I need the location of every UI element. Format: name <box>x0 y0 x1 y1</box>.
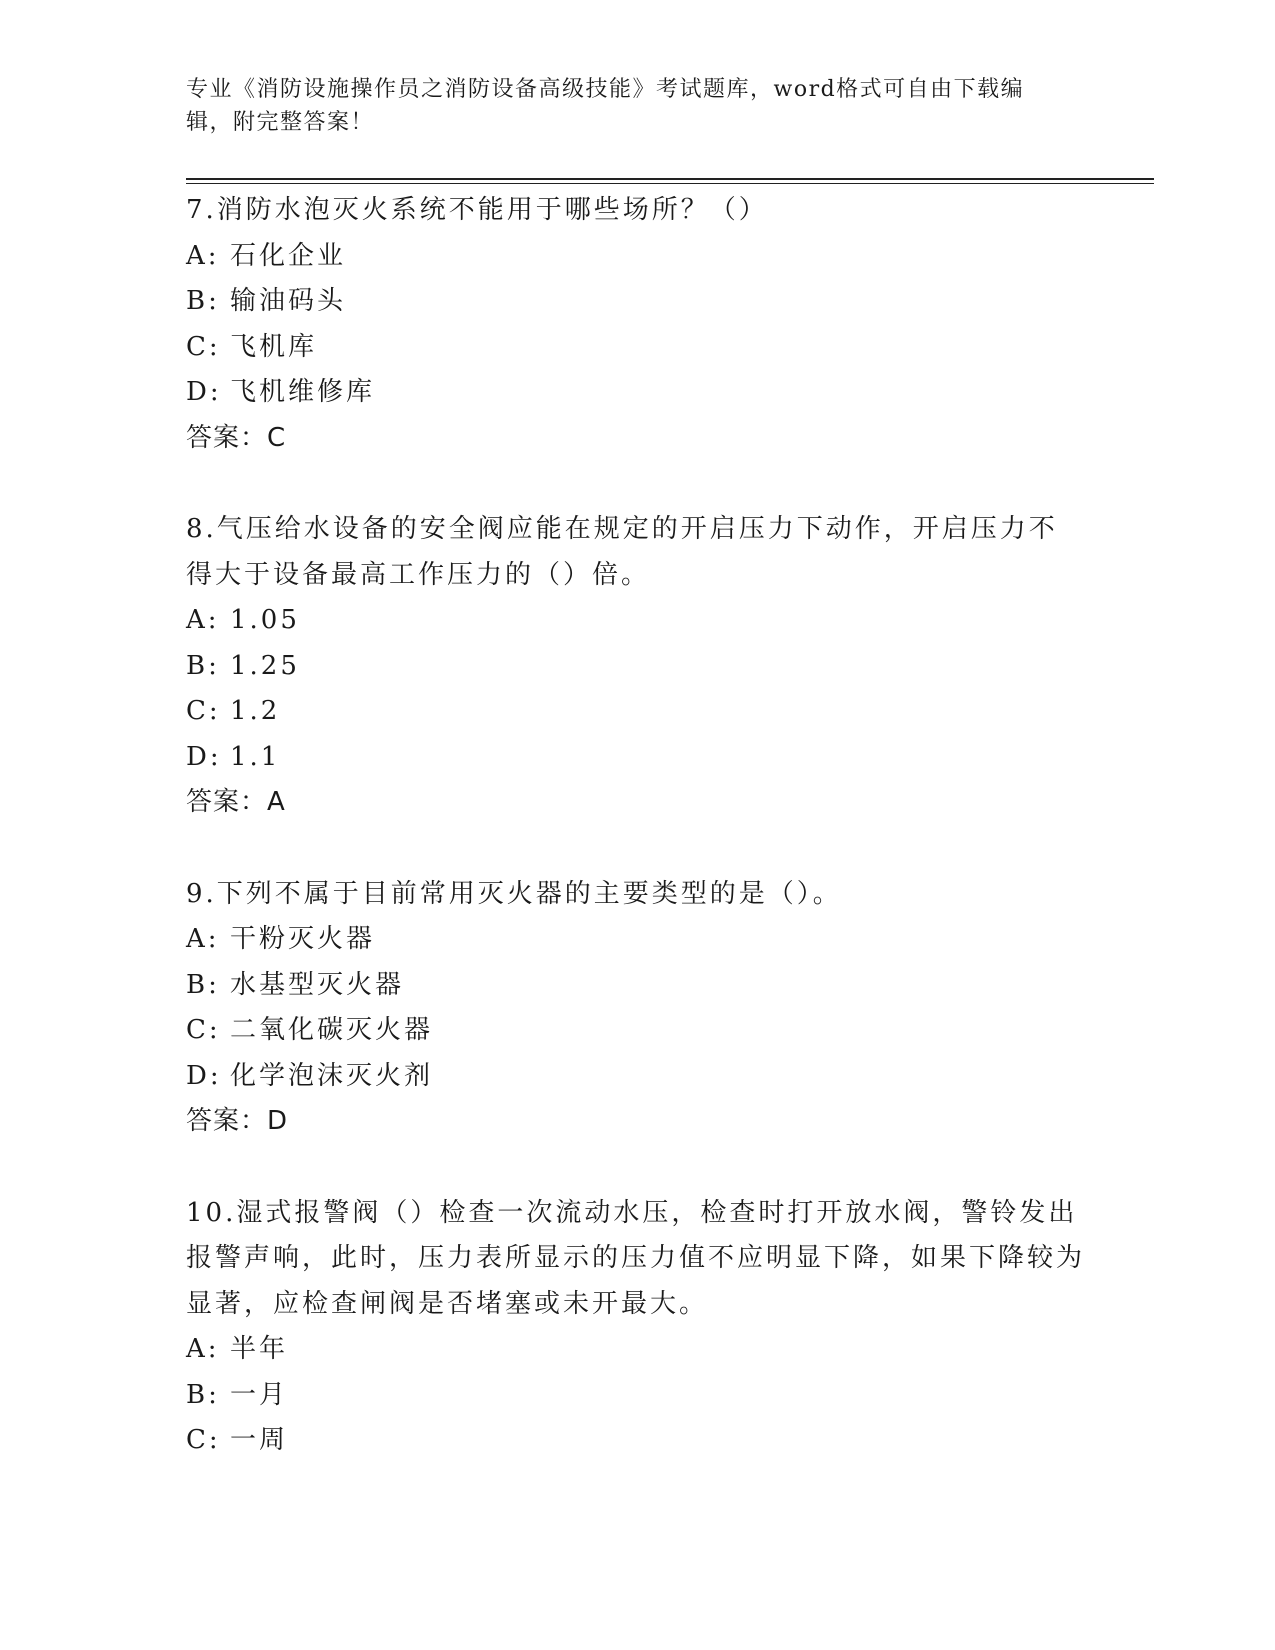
option-b <box>186 279 1086 325</box>
option-key: C: <box>186 696 221 726</box>
option-d <box>186 1054 1086 1100</box>
header-divider-thin <box>186 183 1154 184</box>
option-d <box>186 735 1086 781</box>
option-key: A: <box>186 240 220 271</box>
option-text: 水基型灭火器 <box>230 969 405 1000</box>
option-key: A: <box>186 924 220 954</box>
option-text: 二氧化碳灭火器 <box>230 1015 434 1045</box>
option-text: 1.05 <box>230 605 300 635</box>
option-key: B: <box>186 969 220 1000</box>
option-key: B: <box>186 1379 220 1410</box>
option-a <box>186 234 1086 280</box>
question-stem: 8.气压给水设备的安全阀应能在规定的开启压力下动作，开启压力不得大于设备最高工作压力的（）倍。 <box>186 514 1058 590</box>
option-text: 输油码头 <box>230 286 347 316</box>
option-b <box>186 1373 1086 1419</box>
option-d <box>186 370 1086 416</box>
answer-line: 答案：D <box>186 1106 289 1136</box>
question-7 <box>186 188 1086 461</box>
question-8 <box>186 507 1086 826</box>
option-b <box>186 963 1086 1009</box>
option-a <box>186 598 1086 644</box>
question-stem: 7.消防水泡灭火系统不能用于哪些场所？（） <box>186 195 768 225</box>
question-stem: 10.湿式报警阀（）检查一次流动水压，检查时打开放水阀，警铃发出报警声响，此时，压力表所显示的压力值不应明显下降，如果下降较为显著，应检查闸阀是否堵塞或未开最大。 <box>186 1197 1086 1319</box>
option-c <box>186 689 1086 735</box>
header-divider-thick <box>186 178 1154 180</box>
option-c <box>186 1008 1086 1054</box>
option-text: 一周 <box>230 1425 289 1455</box>
option-text: 1.25 <box>230 650 300 681</box>
option-c <box>186 325 1086 371</box>
option-key: A: <box>186 1334 220 1364</box>
option-key: A: <box>186 605 220 635</box>
question-9 <box>186 872 1086 1145</box>
option-key: D: <box>186 741 222 772</box>
option-b <box>186 644 1086 690</box>
option-text: 飞机维修库 <box>230 377 376 407</box>
option-key: C: <box>186 1425 221 1455</box>
option-text: 一月 <box>230 1379 289 1410</box>
question-stem: 9.下列不属于目前常用灭火器的主要类型的是（）。 <box>186 878 842 909</box>
answer-line: 答案：C <box>186 422 287 453</box>
option-a <box>186 1327 1086 1373</box>
option-key: B: <box>186 650 220 681</box>
question-list <box>186 188 1086 1510</box>
option-c <box>186 1418 1086 1464</box>
option-text: 1.1 <box>230 741 281 772</box>
option-text: 干粉灭火器 <box>230 924 376 954</box>
option-text: 石化企业 <box>230 240 347 271</box>
page-header: 专业《消防设施操作员之消防设备高级技能》考试题库，word格式可自由下载编辑，附完整答案！ <box>186 77 1025 135</box>
answer-line: 答案：A <box>186 787 286 817</box>
option-text: 1.2 <box>230 696 281 726</box>
option-key: C: <box>186 1015 221 1045</box>
question-10 <box>186 1191 1086 1464</box>
option-text: 化学泡沫灭火剂 <box>230 1060 434 1091</box>
option-key: B: <box>186 286 220 316</box>
option-key: D: <box>186 377 222 407</box>
option-a <box>186 917 1086 963</box>
option-key: C: <box>186 331 221 362</box>
option-text: 飞机库 <box>230 331 318 362</box>
option-text: 半年 <box>230 1334 289 1364</box>
option-key: D: <box>186 1060 222 1091</box>
